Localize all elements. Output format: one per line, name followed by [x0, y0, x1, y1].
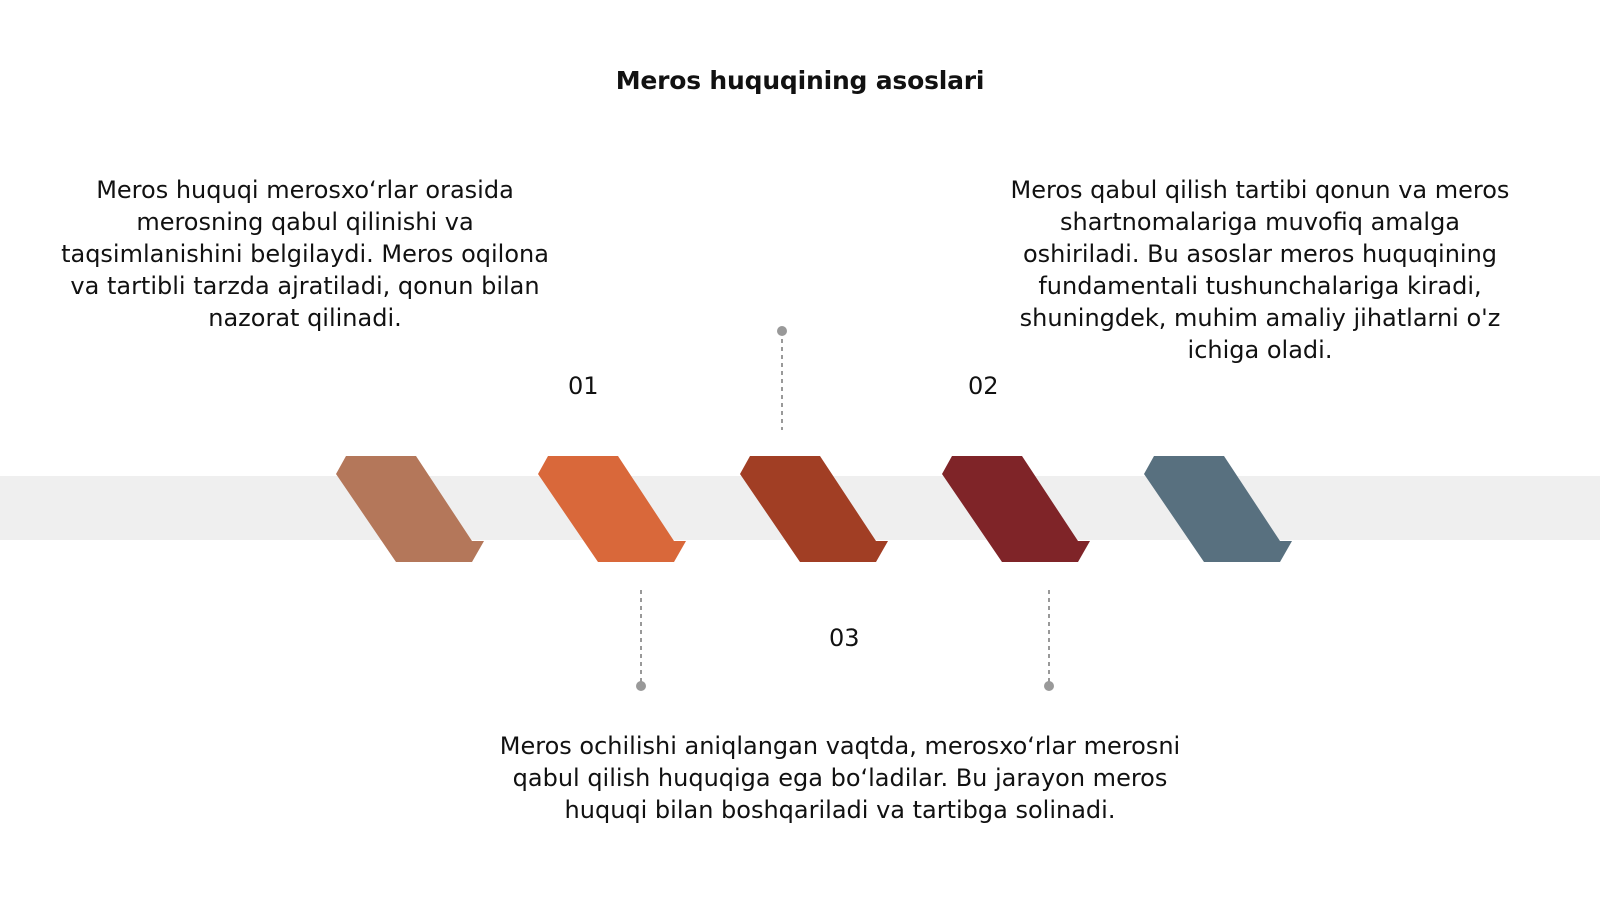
chevron-shape-3 — [740, 456, 888, 562]
step-02-number: 02 — [968, 372, 999, 400]
chevron-shape-4 — [942, 456, 1090, 562]
chevron-shape-2 — [538, 456, 686, 562]
step-01-number: 01 — [568, 372, 599, 400]
slide-title: Meros huquqining asoslari — [615, 66, 985, 95]
chevron-shape-5 — [1144, 456, 1292, 562]
step-03-text: Meros ochilishi aniqlangan vaqtda, merosxo‘rlar merosni qabul qilish huquqiga ega bo‘ladilar. Bu jarayon meros huquqi bilan boshqariladi va tartibga solinadi. — [499, 732, 1181, 824]
step-02-text: Meros qabul qilish tartibi qonun va meros shartnomalariga muvofiq amalga oshiriladi. Bu asoslar meros huquqining fundamentali tushunchalariga kiradi, shuningdek, muhim amaliy jihatlarni o'z ichiga oladi. — [1010, 176, 1510, 364]
step-03-number: 03 — [829, 624, 860, 652]
step-01-text: Meros huquqi merosxo‘rlar orasida merosning qabul qilinishi va taqsimlanishini belgilaydi. Meros oqilona va tartibli tarzda ajratiladi, qonun bilan nazorat qilinadi. — [61, 176, 549, 332]
chevron-shape-1 — [336, 456, 484, 562]
